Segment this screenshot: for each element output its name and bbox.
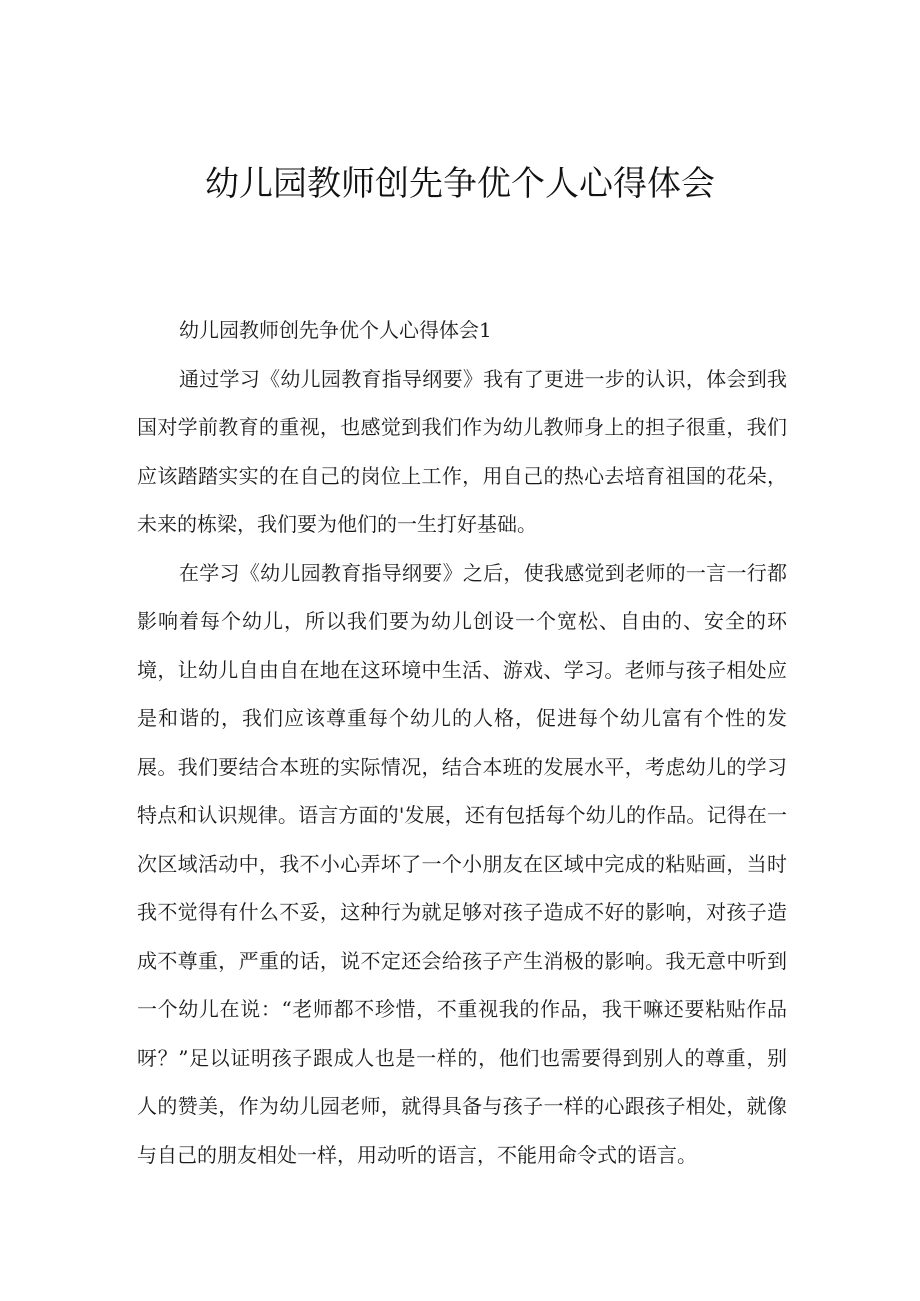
document-body [137,306,787,1179]
section-heading: 幼儿园教师创先争优个人心得体会1 [179,318,492,342]
paragraph-2: 在学习《幼儿园教育指导纲要》之后，使我感觉到老师的一言一行都影响着每个幼儿，所以我们要为幼儿创设一个宽松、自由的、安全的环境，让幼儿自由自在地在这环境中生活、游戏、学习。老师与孩子相处应是和谐的，我们应该尊重每个幼儿的人格，促进每个幼儿富有个性的发展。我们要结合本班的实际情况，结合本班的发展水平，考虑幼儿的学习特点和认识规律。语言方面的'发展，还有包括每个幼儿的作品。记得在一次区域活动中，我不小心弄坏了一个小朋友在区域中完成的粘贴画，当时我不觉得有什么不妥，这种行为就足够对孩子造成不好的影响，对孩子造成不尊重，严重的话，说不定还会给孩子产生消极的影响。我无意中听到一个幼儿在说：“老师都不珍惜，不重视我的作品，我干嘛还要粘贴作品呀？”足以证明孩子跟成人也是一样的，他们也需要得到别人的尊重，别人的赞美，作为幼儿园老师，就得具备与孩子一样的心跟孩子相处，就像与自己的朋友相处一样，用动听的语言，不能用命令式的语言。 [137,560,787,1167]
document-title: 幼儿园教师创先争优个人心得体会 [205,164,715,204]
paragraph-1: 通过学习《幼儿园教育指导纲要》我有了更进一步的认识，体会到我国对学前教育的重视，也感觉到我们作为幼儿教师身上的担子很重，我们应该踏踏实实的在自己的岗位上工作，用自己的热心去培育祖国的花朵，未来的栋梁，我们要为他们的一生打好基础。 [137,366,787,536]
